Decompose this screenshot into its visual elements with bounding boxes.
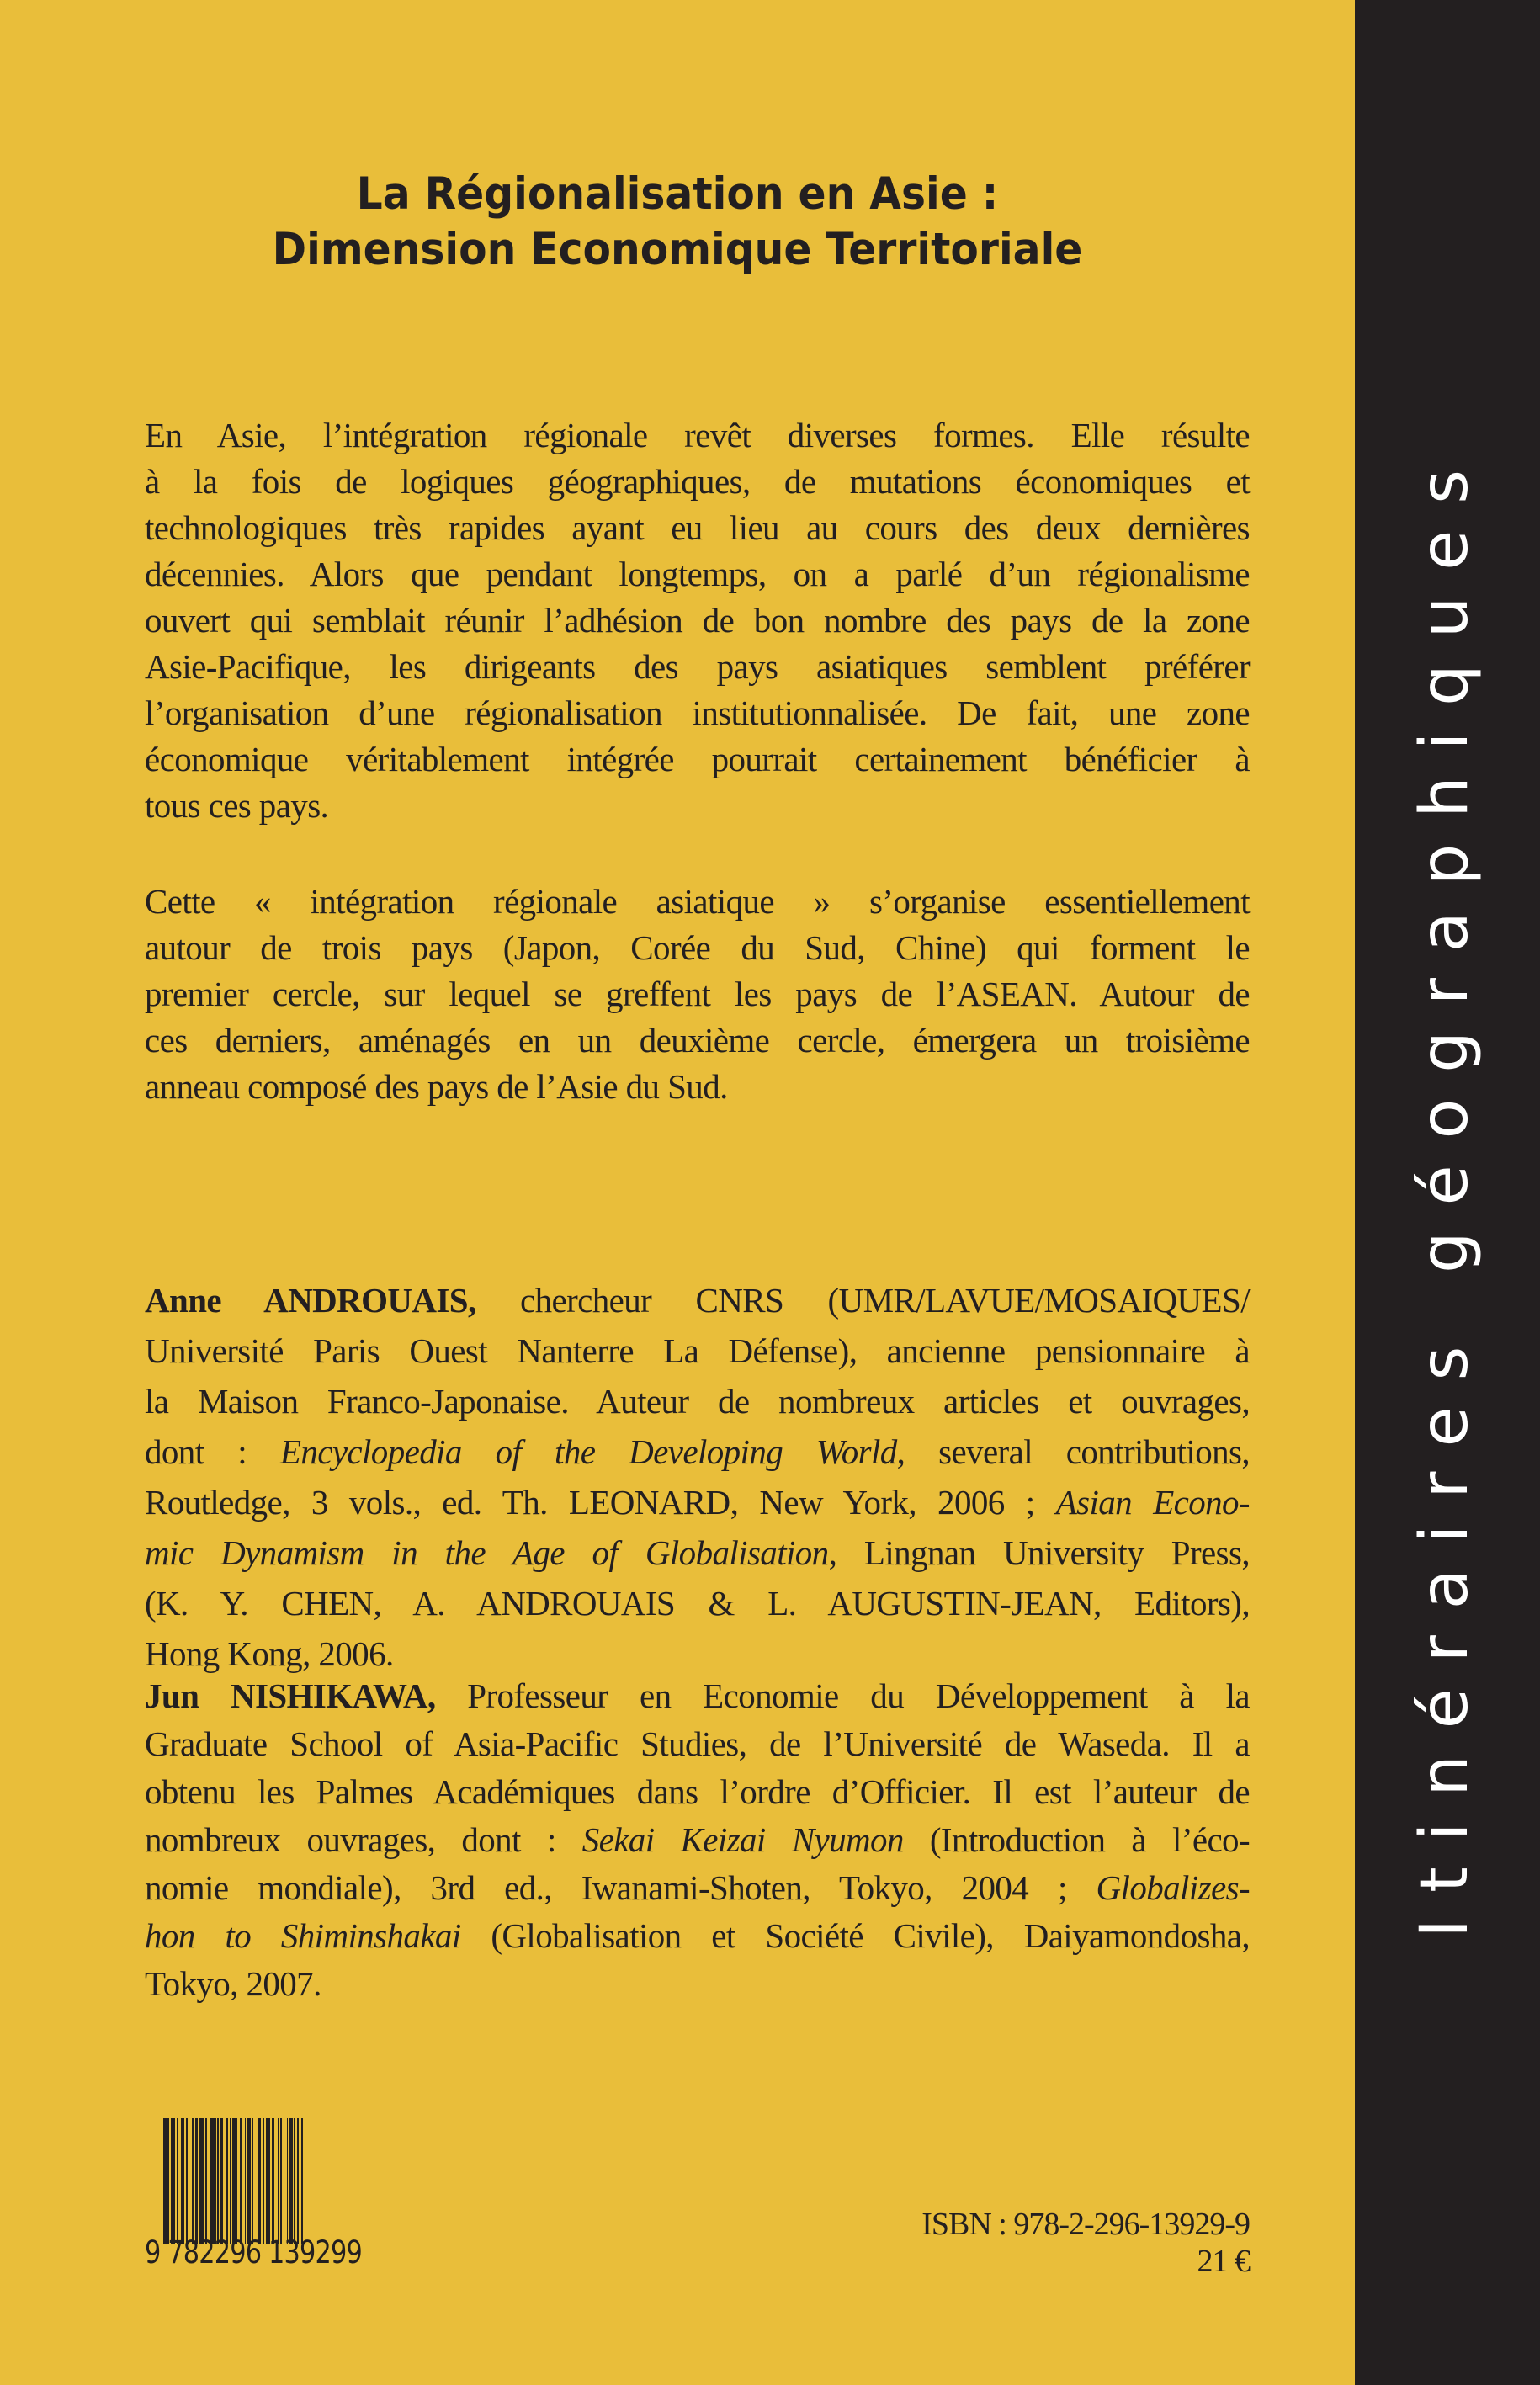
text-segment: Cette « intégration régionale asiatique » s’organise essentiellement bbox=[145, 882, 1250, 921]
text-line bbox=[145, 1864, 1250, 1912]
text-line bbox=[145, 925, 1250, 971]
text-segment: (Globalisation et Société Civile), Daiyamondosha, bbox=[460, 1916, 1250, 1955]
book-title-italic: hon to Shiminshakai bbox=[145, 1916, 461, 1955]
text-line bbox=[145, 1017, 1250, 1064]
text-segment: à la fois de logiques géographiques, de mutations économiques et bbox=[145, 462, 1250, 501]
text-segment: obtenu les Palmes Académiques dans l’ordre d’Officier. Il est l’auteur de bbox=[145, 1772, 1250, 1811]
text-segment: Professeur en Economie du Développement à la bbox=[435, 1676, 1250, 1715]
text-line bbox=[145, 1426, 1250, 1477]
text-segment: , Lingnan University Press, bbox=[828, 1533, 1250, 1572]
barcode-digits: 9 782296 139299 bbox=[145, 2234, 362, 2271]
text-line bbox=[145, 505, 1250, 551]
book-title-italic: Asian Econo- bbox=[1055, 1483, 1250, 1522]
text-segment: technologiques très rapides ayant eu lieu au cours des deux dernières bbox=[145, 508, 1250, 547]
price: 21 € bbox=[1197, 2244, 1250, 2279]
text-line bbox=[145, 783, 1250, 829]
text-segment: dont : bbox=[145, 1432, 280, 1471]
text-line bbox=[145, 1720, 1250, 1768]
text-segment: la Maison Franco-Japonaise. Auteur de nombreux articles et ouvrages, bbox=[145, 1382, 1250, 1421]
author-name: Anne ANDROUAIS, bbox=[145, 1281, 476, 1320]
text-line bbox=[145, 1064, 1250, 1110]
barcode bbox=[145, 2118, 362, 2271]
barcode-bar bbox=[303, 2118, 305, 2244]
text-segment: Université Paris Ouest Nanterre La Défense), ancienne pensionnaire à bbox=[145, 1331, 1250, 1370]
text-line bbox=[145, 736, 1250, 783]
text-line bbox=[145, 459, 1250, 505]
text-segment: ouvert qui semblait réunir l’adhésion de bon nombre des pays de la zone bbox=[145, 601, 1250, 640]
series-title: Itinéraires géographiques bbox=[1407, 444, 1483, 1938]
text-segment: Routledge, 3 vols., ed. Th. LEONARD, New York, 2006 ; bbox=[145, 1483, 1056, 1522]
text-segment: l’organisation d’une régionalisation institutionnalisée. De fait, une zone bbox=[145, 693, 1250, 732]
book-title-italic: Sekai Keizai Nyumon bbox=[581, 1820, 904, 1859]
text-segment: , several contributions, bbox=[896, 1432, 1250, 1471]
text-line bbox=[145, 1912, 1250, 1960]
barcode-bar bbox=[210, 2118, 215, 2244]
isbn-block bbox=[921, 2206, 1250, 2280]
text-line bbox=[145, 412, 1250, 459]
title-line-2: Dimension Economique Territoriale bbox=[272, 224, 1083, 275]
text-line bbox=[145, 1527, 1250, 1578]
text-segment: décennies. Alors que pendant longtemps, on a parlé d’un régionalisme bbox=[145, 555, 1250, 593]
text-segment: (K. Y. CHEN, A. ANDROUAIS & L. AUGUSTIN-JEAN, Editors), bbox=[145, 1584, 1250, 1623]
text-line bbox=[145, 1578, 1250, 1628]
text-segment: Hong Kong, 2006. bbox=[145, 1634, 394, 1673]
text-line bbox=[145, 644, 1250, 690]
text-segment: (Introduction à l’éco- bbox=[903, 1820, 1251, 1859]
text-line bbox=[145, 1768, 1250, 1816]
text-line bbox=[145, 598, 1250, 644]
text-segment: nomie mondiale), 3rd ed., Iwanami-Shoten, Tokyo, 2004 ; bbox=[145, 1868, 1097, 1907]
text-line bbox=[145, 1275, 1250, 1325]
text-segment: En Asie, l’intégration régionale revêt diverses formes. Elle résulte bbox=[145, 416, 1250, 454]
text-line bbox=[145, 1672, 1250, 1720]
isbn-number: ISBN : 978-2-296-13929-9 bbox=[921, 2207, 1250, 2242]
text-segment: ces derniers, aménagés en un deuxième cercle, émergera un troisième bbox=[145, 1021, 1250, 1060]
text-line bbox=[145, 1628, 1250, 1679]
text-segment: tous ces pays. bbox=[145, 786, 329, 825]
book-title-italic: Encyclopedia of the Developing World bbox=[279, 1432, 897, 1471]
text-line bbox=[145, 690, 1250, 736]
barcode-bars bbox=[163, 2118, 305, 2244]
text-line bbox=[145, 1477, 1250, 1527]
text-segment: autour de trois pays (Japon, Corée du Sud, Chine) qui forment le bbox=[145, 928, 1250, 967]
author-name: Jun NISHIKAWA, bbox=[145, 1676, 436, 1715]
book-title-italic: mic Dynamism in the Age of Globalisation bbox=[145, 1533, 829, 1572]
text-line bbox=[145, 971, 1250, 1017]
text-segment: Asie-Pacifique, les dirigeants des pays asiatiques semblent préférer bbox=[145, 647, 1250, 686]
text-segment: chercheur CNRS (UMR/LAVUE/MOSAIQUES/ bbox=[475, 1281, 1250, 1320]
text-line bbox=[145, 1376, 1250, 1426]
summary-paragraph-2 bbox=[145, 879, 1250, 1110]
text-line bbox=[145, 879, 1250, 925]
text-line bbox=[145, 551, 1250, 598]
text-segment: premier cercle, sur lequel se greffent les pays de l’ASEAN. Autour de bbox=[145, 975, 1250, 1013]
text-segment: anneau composé des pays de l’Asie du Sud. bbox=[145, 1067, 728, 1106]
author-bio-nishikawa bbox=[145, 1672, 1250, 2008]
author-bio-androuais bbox=[145, 1275, 1250, 1679]
book-title-italic: Globalizes- bbox=[1096, 1868, 1250, 1907]
text-segment: Graduate School of Asia-Pacific Studies, de l’Université de Waseda. Il a bbox=[145, 1724, 1250, 1763]
title-line-1: La Régionalisation en Asie : bbox=[356, 168, 999, 220]
text-segment: Tokyo, 2007. bbox=[145, 1964, 321, 2003]
text-line bbox=[145, 1325, 1250, 1376]
text-line bbox=[145, 1960, 1250, 2008]
book-title bbox=[0, 167, 1355, 278]
text-segment: économique véritablement intégrée pourrait certainement bénéficier à bbox=[145, 740, 1250, 778]
summary-paragraph-1 bbox=[145, 412, 1250, 829]
text-segment: nombreux ouvrages, dont : bbox=[145, 1820, 582, 1859]
text-line bbox=[145, 1816, 1250, 1864]
